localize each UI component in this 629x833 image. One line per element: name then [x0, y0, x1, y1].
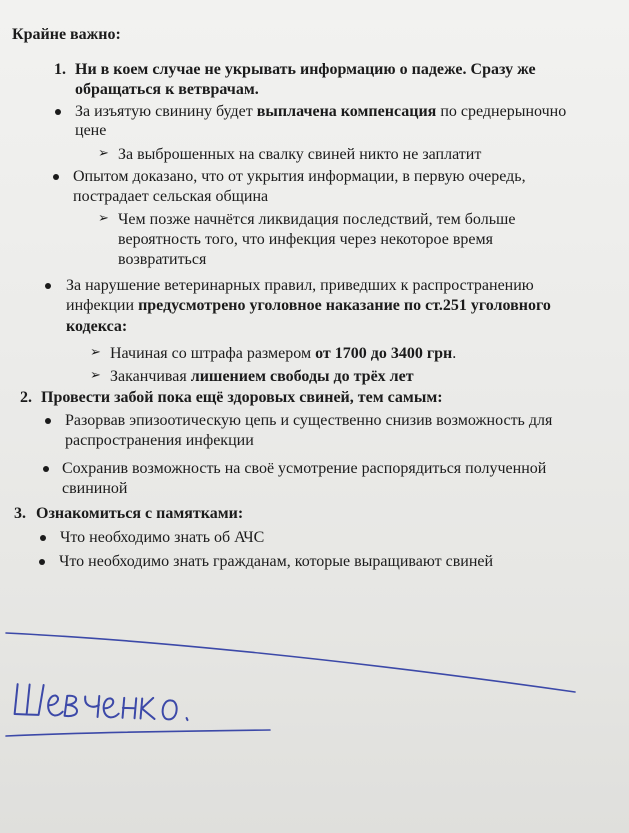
section-3-bullet-2: Что необходимо знать гражданам, которые выращивают свиней	[59, 553, 494, 570]
section-1-bullet-2-line-1: Опытом доказано, что от укрытия информации, в первую очередь,	[73, 168, 526, 185]
ruled-ink-line	[6, 633, 575, 692]
section-1-bullet-3-line-3: кодекса:	[66, 318, 128, 335]
arrow-bullet-icon: ➢	[90, 345, 101, 360]
section-1-bullet-2-line-2: пострадает сельская община	[73, 188, 269, 205]
handwritten-signature	[15, 684, 189, 720]
section-3-number: 3.	[14, 505, 26, 522]
text-run: по среднерыночно	[436, 103, 567, 120]
section-1-bullet-1-line-2: цене	[75, 122, 107, 139]
section-2-bullet-1-line-1: Разорвав эпизоотическую цепь и существенно снизив возможность для	[65, 412, 553, 429]
section-1-bullet-3-line-1: За нарушение ветеринарных правил, приведших к распространению	[66, 277, 534, 294]
text-run: .	[452, 345, 457, 362]
text-run: инфекции	[66, 297, 139, 314]
text-run-bold: лишением свободы до трёх лет	[190, 368, 414, 385]
text-run: За изъятую свинину будет	[75, 103, 257, 120]
text-run: Заканчивая	[110, 368, 191, 385]
section-2-number: 2.	[20, 389, 32, 406]
signature-underline	[6, 730, 270, 736]
section-2-title: Провести забой пока ещё здоровых свиней, тем самым:	[41, 389, 443, 406]
text-run-bold: от 1700 до 3400 грн	[315, 345, 453, 362]
section-2-bullet-2-line-2: свининой	[62, 480, 128, 497]
arrow-bullet-icon: ➢	[98, 146, 109, 161]
section-3-bullet-1: Что необходимо знать об АЧС	[60, 529, 265, 546]
section-1-bullet-2-sub-1-line-1: Чем позже начнётся ликвидация последствий, тем больше	[118, 211, 516, 228]
section-1-line-1: Ни в коем случае не укрывать информацию о падеже. Сразу же	[75, 61, 536, 78]
arrow-bullet-icon: ➢	[90, 368, 101, 383]
text-run: Начиная со штрафа размером	[110, 345, 316, 362]
section-1-bullet-1-sub-1: За выброшенных на свалку свиней никто не заплатит	[118, 146, 482, 163]
arrow-bullet-icon: ➢	[98, 211, 109, 226]
section-2-bullet-2-line-1: Сохранив возможность на своё усмотрение распорядиться полученной	[62, 460, 547, 477]
section-3-title: Ознакомиться с памятками:	[36, 505, 244, 522]
text-run-bold: выплачена компенсация	[256, 103, 437, 120]
text-run-bold: предусмотрено уголовное наказание по ст.251 уголовного	[138, 297, 551, 314]
section-1-number: 1.	[54, 61, 66, 78]
section-1-line-2: обращаться к ветврачам.	[75, 81, 259, 98]
section-1-bullet-2-sub-1-line-2: вероятность того, что инфекция через некоторое время	[118, 231, 493, 248]
section-1-bullet-2-sub-1-line-3: возвратиться	[118, 251, 207, 268]
section-2-bullet-1-line-2: распространения инфекции	[65, 432, 254, 449]
document-heading: Крайне важно:	[12, 26, 121, 43]
